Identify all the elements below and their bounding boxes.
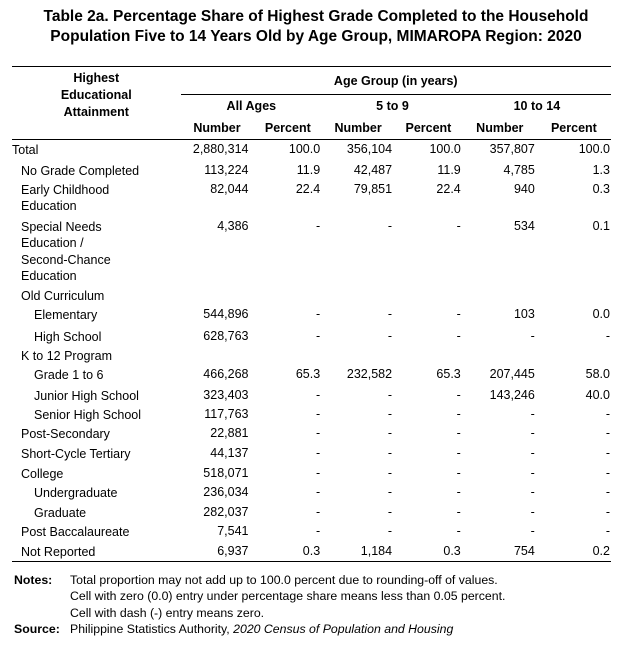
cell-number — [181, 286, 254, 305]
cell-percent: - — [456, 406, 461, 421]
cell-number: 282,037 — [203, 504, 249, 519]
cell-percent: - — [456, 387, 461, 402]
cell-number: 4,386 — [217, 218, 249, 233]
notes-label: Notes: — [14, 573, 53, 587]
row-label-line: K to 12 Program — [21, 348, 113, 363]
col-percent: Percent — [550, 121, 597, 136]
cell-percent: 0.1 — [592, 218, 610, 233]
cell-percent: 0.3 — [592, 181, 610, 196]
row-label-line: Post Baccalaureate — [21, 524, 130, 539]
cell-number: 44,137 — [210, 445, 249, 460]
cell-percent: - — [316, 484, 321, 499]
cell-percent: - — [316, 465, 321, 480]
cell-percent: 22.4 — [436, 181, 461, 196]
row-label — [12, 386, 181, 405]
row-label — [12, 161, 181, 180]
row-label-line: Total — [12, 143, 39, 157]
table-row — [12, 424, 611, 444]
cell-percent: 100.0 — [578, 142, 610, 156]
cell-number: 232,582 — [346, 366, 393, 381]
cell-number: - — [387, 445, 393, 460]
subgroup-10-to-14: 10 to 14 — [463, 95, 611, 118]
cell-number: 544,896 — [203, 306, 249, 321]
cell-number: 1,184 — [360, 543, 393, 558]
cell-percent: 1.3 — [592, 162, 610, 177]
row-label — [12, 483, 181, 503]
cell-percent: 0.3 — [302, 543, 321, 558]
cell-percent: - — [456, 504, 461, 519]
cell-number — [322, 286, 394, 305]
cell-percent: - — [316, 445, 321, 460]
cell-percent: - — [456, 328, 461, 343]
source-line — [14, 621, 505, 637]
stub-header-line: Attainment — [63, 105, 129, 119]
cell-percent: - — [456, 523, 461, 538]
table-row — [12, 327, 611, 346]
cell-percent: - — [316, 406, 321, 421]
row-label-line: Not Reported — [21, 544, 96, 559]
note-line: Cell with zero (0.0) entry under percentage share means less than 0.05 percent. — [70, 589, 506, 604]
cell-percent: - — [456, 445, 461, 460]
row-label — [12, 444, 181, 464]
cell-percent: - — [605, 484, 610, 499]
table-row — [12, 464, 611, 483]
table-row — [12, 542, 611, 562]
cell-percent: - — [316, 218, 321, 233]
cell-percent: 40.0 — [585, 387, 610, 402]
cell-number: 940 — [513, 181, 535, 196]
row-label — [12, 286, 181, 305]
row-label-line: Short-Cycle Tertiary — [21, 446, 131, 461]
cell-number: 4,785 — [503, 162, 535, 177]
col-number: Number — [334, 121, 382, 136]
row-label — [12, 405, 181, 424]
cell-number: 466,268 — [203, 366, 249, 381]
row-label-line: Undergraduate — [34, 485, 118, 500]
row-label-line: Senior High School — [34, 407, 142, 422]
cell-number: - — [530, 523, 535, 538]
row-label-line: Old Curriculum — [21, 288, 105, 303]
table-row — [12, 386, 611, 405]
cell-percent: - — [316, 523, 321, 538]
cell-percent — [537, 346, 611, 365]
cell-percent: - — [605, 465, 610, 480]
cell-number: 143,246 — [489, 387, 535, 402]
row-label-line: Post-Secondary — [21, 426, 110, 441]
title-line-2: Population Five to 14 Years Old by Age Group, MIMAROPA Region: 2020 — [50, 28, 582, 45]
cell-percent: - — [605, 328, 610, 343]
cell-percent: 65.3 — [436, 366, 461, 381]
cell-percent: - — [316, 504, 321, 519]
cell-number: 7,541 — [217, 523, 249, 538]
cell-number — [463, 346, 537, 365]
table-row — [12, 522, 611, 542]
cell-percent — [394, 286, 463, 305]
cell-number: 628,763 — [203, 328, 249, 343]
row-label-line: Education — [21, 199, 77, 213]
stub-header-line: Educational — [60, 88, 132, 102]
age-group-header: Age Group (in years) — [333, 73, 458, 88]
cell-number: - — [530, 328, 535, 343]
cell-percent: - — [605, 406, 610, 421]
stub-header — [12, 67, 181, 140]
table-row — [12, 444, 611, 464]
title-line-1: Table 2a. Percentage Share of Highest Grade Completed to the Household — [43, 8, 589, 25]
cell-percent: - — [316, 387, 321, 402]
row-label-line: College — [21, 466, 64, 481]
col-percent: Percent — [405, 121, 452, 136]
row-label — [12, 464, 181, 483]
cell-percent: 0.2 — [592, 543, 610, 558]
cell-number: - — [387, 218, 393, 233]
row-label — [12, 346, 181, 365]
cell-percent: - — [316, 328, 321, 343]
cell-percent: 100.0 — [288, 142, 321, 156]
col-percent: Percent — [264, 121, 311, 136]
row-label-line: Education / — [21, 236, 84, 250]
cell-percent: - — [605, 425, 610, 440]
row-label-line: Education — [21, 269, 77, 283]
cell-percent: - — [456, 306, 461, 321]
cell-number: - — [530, 484, 535, 499]
cell-number: - — [387, 306, 393, 321]
cell-number: 6,937 — [217, 543, 249, 558]
cell-number: - — [387, 504, 393, 519]
row-label-line: Special Needs — [21, 219, 102, 234]
cell-percent — [253, 346, 322, 365]
table-row — [12, 483, 611, 503]
cell-number: - — [387, 387, 393, 402]
table-row — [12, 346, 611, 365]
cell-number: 103 — [513, 306, 535, 321]
cell-number: - — [387, 465, 393, 480]
cell-percent: - — [316, 425, 321, 440]
cell-number: - — [387, 425, 393, 440]
table-body — [12, 140, 611, 562]
cell-percent: 11.9 — [296, 162, 321, 177]
row-label — [12, 217, 181, 286]
cell-percent: 22.4 — [295, 181, 321, 196]
cell-percent — [394, 346, 463, 365]
row-label-line: Elementary — [34, 307, 98, 322]
row-label — [12, 424, 181, 444]
table-row — [12, 140, 611, 161]
cell-number: 22,881 — [210, 425, 249, 440]
cell-number: - — [530, 465, 535, 480]
cell-number: 236,034 — [203, 484, 249, 499]
row-label-line: High School — [34, 329, 102, 344]
cell-number — [322, 346, 394, 365]
table-row — [12, 180, 611, 217]
cell-percent: - — [605, 445, 610, 460]
cell-number: - — [387, 484, 393, 499]
table-row — [12, 405, 611, 424]
table-row — [12, 161, 611, 180]
source-org: Philippine Statistics Authority, — [70, 621, 234, 636]
cell-number: 534 — [513, 218, 535, 233]
row-label — [12, 140, 181, 161]
cell-percent: 0.3 — [443, 543, 461, 558]
cell-percent: - — [456, 465, 461, 480]
source-publication: 2020 Census of Population and Housing — [233, 621, 454, 636]
note-line: Total proportion may not add up to 100.0 percent due to rounding-off of values. — [70, 573, 498, 587]
note-line: Cell with dash (-) entry means zero. — [70, 605, 265, 620]
cell-percent — [537, 286, 611, 305]
cell-percent: 0.0 — [592, 306, 610, 321]
cell-number: - — [530, 406, 535, 421]
row-label — [12, 542, 181, 562]
cell-number: 117,763 — [204, 406, 249, 421]
table-row — [12, 286, 611, 305]
row-label-line: Second-Chance — [21, 252, 111, 267]
row-label — [12, 503, 181, 522]
cell-number: 518,071 — [203, 465, 249, 480]
cell-number: 207,445 — [489, 366, 535, 381]
cell-percent: - — [605, 504, 610, 519]
source-label: Source: — [14, 621, 60, 636]
row-label — [12, 365, 181, 386]
notes-block — [14, 572, 505, 637]
subgroup-all-ages: All Ages — [181, 95, 323, 118]
cell-number: - — [530, 445, 535, 460]
cell-number: 356,104 — [346, 142, 393, 156]
cell-number: 357,807 — [489, 142, 535, 156]
row-label-line: Grade 1 to 6 — [34, 367, 104, 382]
cell-percent — [253, 286, 322, 305]
cell-number: - — [530, 425, 535, 440]
cell-number — [463, 286, 537, 305]
row-label — [12, 180, 181, 217]
cell-number: 113,224 — [204, 162, 249, 177]
cell-percent: 100.0 — [429, 142, 461, 156]
row-label-line: Graduate — [34, 505, 87, 520]
cell-number: - — [387, 523, 393, 538]
cell-percent: - — [605, 523, 610, 538]
subgroup-5-to-9: 5 to 9 — [322, 95, 463, 118]
cell-percent: - — [456, 425, 461, 440]
cell-number: - — [387, 406, 393, 421]
cell-number: 42,487 — [353, 162, 393, 177]
cell-percent: - — [316, 306, 321, 321]
cell-number: - — [387, 328, 393, 343]
cell-number: 79,851 — [353, 181, 393, 196]
row-label — [12, 327, 181, 346]
table-row — [12, 503, 611, 522]
cell-percent: 11.9 — [437, 162, 461, 177]
cell-percent: - — [456, 218, 461, 233]
col-number: Number — [193, 121, 241, 136]
cell-number: - — [530, 504, 535, 519]
data-table — [12, 66, 611, 562]
row-label-line: Early Childhood — [21, 182, 110, 197]
cell-number: 2,880,314 — [192, 142, 249, 156]
row-label-line: Junior High School — [34, 388, 139, 403]
cell-number — [181, 346, 254, 365]
cell-percent: 58.0 — [585, 366, 610, 381]
stub-header-line: Highest — [73, 71, 120, 85]
table-row — [12, 365, 611, 386]
cell-percent: - — [456, 484, 461, 499]
col-number: Number — [476, 121, 524, 136]
cell-number: 323,403 — [203, 387, 249, 402]
row-label-line: No Grade Completed — [21, 163, 140, 178]
row-label — [12, 305, 181, 327]
table-title — [0, 7, 632, 47]
cell-number: 754 — [513, 543, 535, 558]
table-row — [12, 217, 611, 286]
table-row — [12, 305, 611, 327]
cell-number: 82,044 — [210, 181, 249, 196]
cell-percent: 65.3 — [295, 366, 321, 381]
row-label — [12, 522, 181, 542]
